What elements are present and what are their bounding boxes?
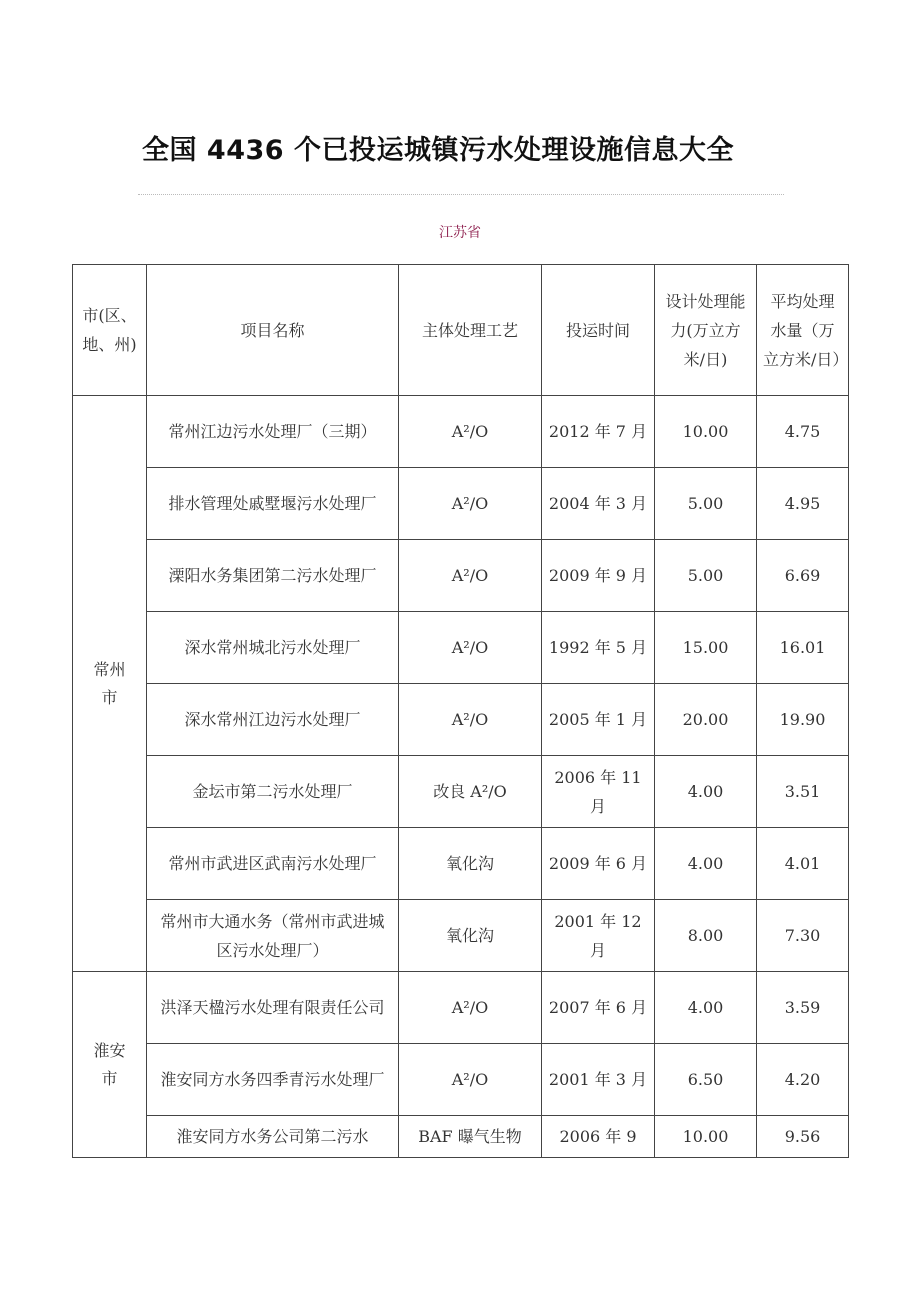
cell-process: A²/O	[399, 612, 542, 684]
cell-average: 7.30	[757, 900, 849, 972]
cell-process: A²/O	[399, 540, 542, 612]
table-row	[73, 684, 849, 756]
cell-project-name: 排水管理处戚墅堰污水处理厂	[147, 468, 399, 540]
cell-average: 4.20	[757, 1044, 849, 1116]
table-row	[73, 396, 849, 468]
cell-capacity: 10.00	[655, 396, 757, 468]
cell-average: 4.01	[757, 828, 849, 900]
facility-table	[72, 264, 849, 1158]
table-row	[73, 900, 849, 972]
cell-capacity: 10.00	[655, 1116, 757, 1158]
table-header-row	[73, 265, 849, 396]
province-heading: 江苏省	[439, 225, 481, 241]
cell-average: 9.56	[757, 1116, 849, 1158]
table-row	[73, 1044, 849, 1116]
cell-process: A²/O	[399, 972, 542, 1044]
cell-capacity: 5.00	[655, 468, 757, 540]
cell-project-name: 深水常州江边污水处理厂	[147, 684, 399, 756]
cell-process: A²/O	[399, 1044, 542, 1116]
cell-capacity: 8.00	[655, 900, 757, 972]
header-process: 主体处理工艺	[399, 265, 542, 396]
cell-date: 2005 年 1 月	[542, 684, 655, 756]
cell-process: BAF 曝气生物	[399, 1116, 542, 1158]
table-row	[73, 1116, 849, 1158]
cell-project-name: 深水常州城北污水处理厂	[147, 612, 399, 684]
cell-average: 4.75	[757, 396, 849, 468]
header-average: 平均处理水量（万立方米/日）	[757, 265, 849, 396]
cell-capacity: 4.00	[655, 756, 757, 828]
cell-capacity: 5.00	[655, 540, 757, 612]
cell-average: 19.90	[757, 684, 849, 756]
cell-project-name: 淮安同方水务四季青污水处理厂	[147, 1044, 399, 1116]
cell-date: 2012 年 7 月	[542, 396, 655, 468]
cell-date: 2001 年 3 月	[542, 1044, 655, 1116]
cell-project-name: 常州市武进区武南污水处理厂	[147, 828, 399, 900]
cell-average: 6.69	[757, 540, 849, 612]
cell-average: 16.01	[757, 612, 849, 684]
header-city: 市(区、地、州)	[73, 265, 147, 396]
header-project-name: 项目名称	[147, 265, 399, 396]
cell-capacity: 6.50	[655, 1044, 757, 1116]
cell-project-name: 金坛市第二污水处理厂	[147, 756, 399, 828]
cell-date: 1992 年 5 月	[542, 612, 655, 684]
table-row	[73, 828, 849, 900]
cell-process: 改良 A²/O	[399, 756, 542, 828]
cell-capacity: 4.00	[655, 828, 757, 900]
cell-city: 常州市	[73, 396, 147, 972]
header-date: 投运时间	[542, 265, 655, 396]
cell-project-name: 溧阳水务集团第二污水处理厂	[147, 540, 399, 612]
cell-project-name: 常州江边污水处理厂（三期）	[147, 396, 399, 468]
cell-project-name: 常州市大通水务（常州市武进城区污水处理厂）	[147, 900, 399, 972]
cell-capacity: 20.00	[655, 684, 757, 756]
cell-project-name: 淮安同方水务公司第二污水	[147, 1116, 399, 1158]
cell-average: 3.51	[757, 756, 849, 828]
cell-date: 2007 年 6 月	[542, 972, 655, 1044]
cell-date: 2009 年 6 月	[542, 828, 655, 900]
cell-city: 淮安市	[73, 972, 147, 1158]
cell-average: 3.59	[757, 972, 849, 1044]
cell-capacity: 4.00	[655, 972, 757, 1044]
cell-date: 2004 年 3 月	[542, 468, 655, 540]
table-row	[73, 540, 849, 612]
cell-capacity: 15.00	[655, 612, 757, 684]
cell-process: A²/O	[399, 468, 542, 540]
cell-date: 2001 年 12 月	[542, 900, 655, 972]
cell-date: 2006 年 9	[542, 1116, 655, 1158]
table-row	[73, 756, 849, 828]
header-capacity: 设计处理能力(万立方米/日)	[655, 265, 757, 396]
cell-process: A²/O	[399, 684, 542, 756]
page-title: 全国 4436 个已投运城镇污水处理设施信息大全	[142, 135, 734, 166]
cell-date: 2009 年 9 月	[542, 540, 655, 612]
table-row	[73, 468, 849, 540]
cell-date: 2006 年 11 月	[542, 756, 655, 828]
cell-process: 氧化沟	[399, 828, 542, 900]
cell-process: A²/O	[399, 396, 542, 468]
cell-project-name: 洪泽天楹污水处理有限责任公司	[147, 972, 399, 1044]
title-divider	[138, 194, 784, 195]
table-row	[73, 972, 849, 1044]
cell-process: 氧化沟	[399, 900, 542, 972]
cell-average: 4.95	[757, 468, 849, 540]
table-body	[73, 396, 849, 1158]
table-row	[73, 612, 849, 684]
